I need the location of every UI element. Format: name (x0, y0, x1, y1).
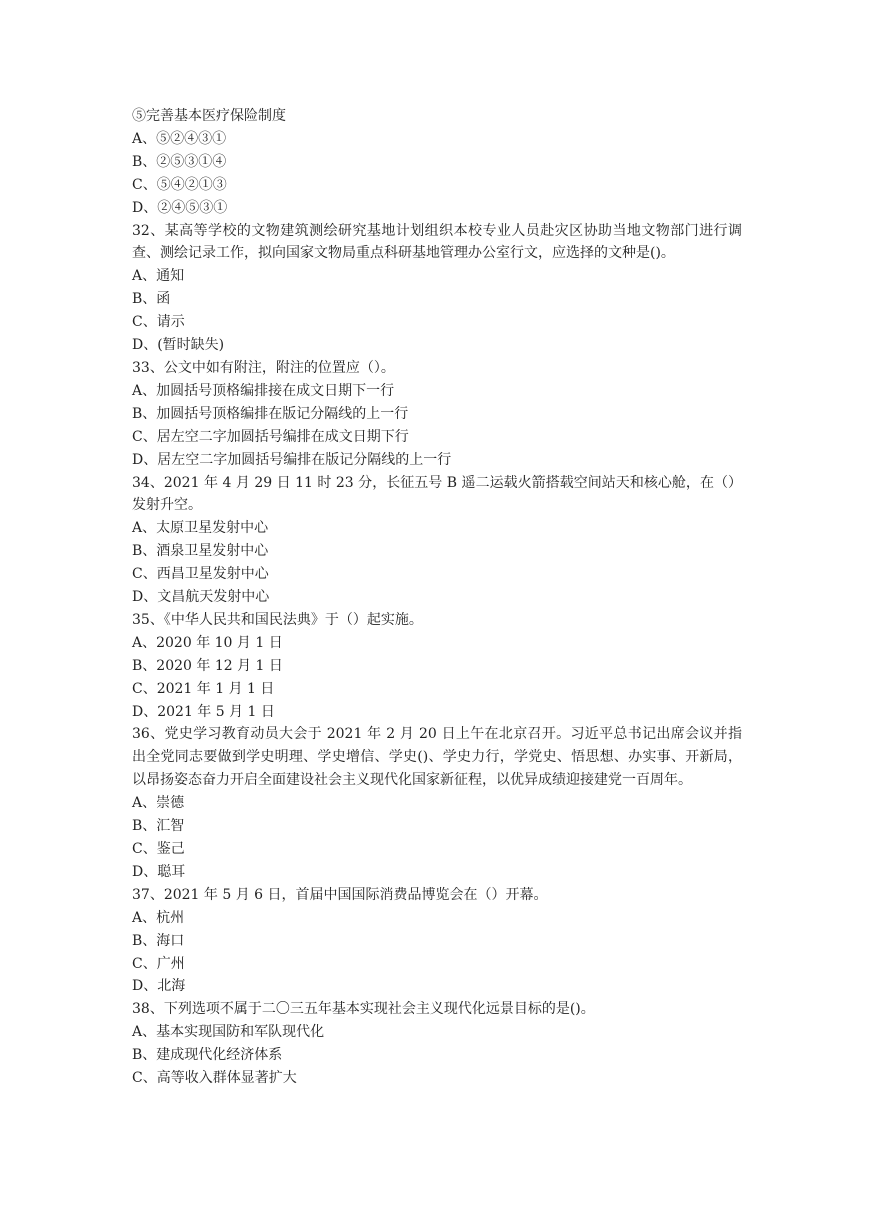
option-line: C、⑤④②①③ (132, 176, 227, 193)
option-line: C、广州 (132, 955, 185, 972)
option-line: C、居左空二字加圆括号编排在成文日期下行 (132, 428, 409, 445)
option-line: A、崇德 (132, 795, 185, 812)
option-line: C、西昌卫星发射中心 (132, 566, 269, 583)
option-line: B、酒泉卫星发射中心 (132, 543, 269, 560)
option-line: B、汇智 (132, 818, 185, 835)
option-line: C、鉴己 (132, 841, 185, 857)
question-35: 35、《中华人民共和国民法典》于（）起实施。 (132, 611, 423, 628)
option-line: C、2021 年 1 月 1 日 (132, 680, 275, 697)
option-line: D、文昌航天发射中心 (132, 589, 270, 606)
question-33: 33、公文中如有附注，附注的位置应（）。 (132, 359, 395, 376)
option-line: D、②④⑤③① (132, 199, 228, 216)
option-line: B、建成现代化经济体系 (132, 1047, 283, 1064)
document-page (132, 105, 742, 1090)
option-line: B、函 (132, 291, 171, 308)
option-line: A、通知 (132, 268, 185, 285)
option-line: A、⑤②④③① (132, 130, 227, 147)
option-line: D、居左空二字加圆括号编排在版记分隔线的上一行 (132, 451, 452, 468)
option-line: C、请示 (132, 314, 185, 331)
option-line: A、杭州 (132, 909, 185, 926)
option-line: D、北海 (132, 978, 186, 995)
text-line: ⑤完善基本医疗保险制度 (132, 108, 286, 124)
option-line: D、2021 年 5 月 1 日 (132, 703, 275, 720)
question-34: 34、2021 年 4 月 29 日 11 时 23 分，长征五号 B 遥二运载火箭搭载空间站天和核心舱，在（）发射升空。 (132, 474, 742, 514)
question-36: 36、党史学习教育动员大会于 2021 年 2 月 20 日上午在北京召开。习近平总书记出席会议并指出全党同志要做到学史明理、学史增信、学史()、学史力行，学党史、悟思想、办实事、开新局，以昂扬姿态奋力开启全面建设社会主义现代化国家新征程，以优异成绩迎接建党一百周年。 (132, 726, 742, 789)
option-line: A、基本实现国防和军队现代化 (132, 1024, 325, 1041)
question-32: 32、某高等学校的文物建筑测绘研究基地计划组织本校专业人员赴灾区协助当地文物部门进行调查、测绘记录工作，拟向国家文物局重点科研基地管理办公室行文，应选择的文种是()。 (132, 222, 742, 262)
question-38: 38、下列选项不属于二〇三五年基本实现社会主义现代化远景目标的是()。 (132, 1001, 595, 1018)
option-line: A、太原卫星发射中心 (132, 520, 269, 537)
option-line: A、加圆括号顶格编排接在成文日期下一行 (132, 382, 395, 399)
option-line: B、海口 (132, 932, 185, 949)
option-line: A、2020 年 10 月 1 日 (132, 634, 283, 651)
option-line: C、高等收入群体显著扩大 (132, 1070, 297, 1087)
question-37: 37、2021 年 5 月 6 日，首届中国国际消费品博览会在（）开幕。 (132, 886, 548, 903)
option-line: D、(暂时缺失) (132, 337, 225, 354)
option-line: B、2020 年 12 月 1 日 (132, 657, 283, 674)
option-line: D、聪耳 (132, 863, 186, 880)
option-line: B、加圆括号顶格编排在版记分隔线的上一行 (132, 405, 409, 422)
option-line: B、②⑤③①④ (132, 153, 227, 170)
